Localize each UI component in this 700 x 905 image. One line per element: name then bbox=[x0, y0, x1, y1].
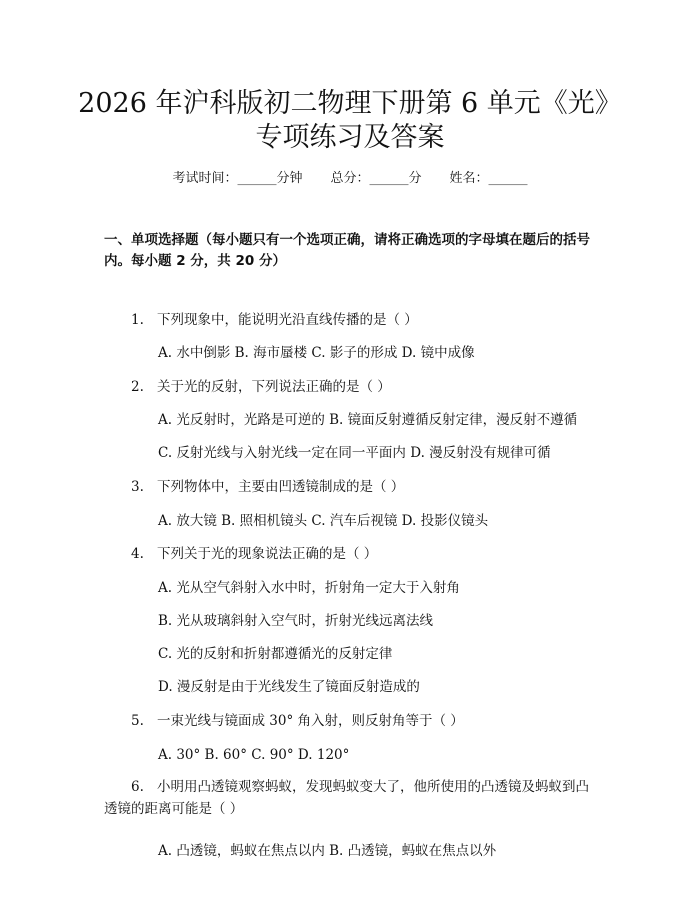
question-stem: 下列物体中，主要由凹透镜制成的是（ ） bbox=[157, 479, 405, 495]
exam-score: 总分：______分 bbox=[330, 171, 422, 186]
student-name: 姓名：______ bbox=[449, 171, 528, 186]
question-stem: 小明用凸透镜观察蚂蚁，发现蚂蚁变大了，他所使用的凸透镜及蚂蚁到凸透镜的距离可能是（ ） bbox=[104, 779, 589, 817]
question-number: 4. bbox=[131, 546, 144, 562]
question-4-option-d: D. 漫反射是由于光线发生了镜面反射造成的 bbox=[158, 679, 420, 695]
document-title-line2: 专项练习及答案 bbox=[255, 122, 445, 153]
question-number: 2. bbox=[131, 379, 144, 395]
question-4-option-b: B. 光从玻璃斜射入空气时，折射光线远离法线 bbox=[158, 613, 434, 629]
question-1 bbox=[131, 310, 418, 330]
question-stem: 一束光线与镜面成 30° 角入射，则反射角等于（ ） bbox=[157, 713, 464, 729]
question-6 bbox=[104, 776, 602, 820]
question-number: 1. bbox=[131, 312, 144, 328]
question-2-options-line2: C. 反射光线与入射光线一定在同一平面内 D. 漫反射没有规律可循 bbox=[158, 445, 551, 461]
question-number: 6. bbox=[131, 779, 144, 795]
question-stem: 下列关于光的现象说法正确的是（ ） bbox=[157, 546, 378, 562]
question-5-options: A. 30° B. 60° C. 90° D. 120° bbox=[158, 747, 350, 763]
question-number: 3. bbox=[131, 479, 144, 495]
document-title-line1: 2026 年沪科版初二物理下册第 6 单元《光》 bbox=[78, 88, 622, 119]
question-3 bbox=[131, 477, 404, 497]
question-4-option-c: C. 光的反射和折射都遵循光的反射定律 bbox=[158, 646, 393, 662]
exam-meta bbox=[0, 170, 700, 188]
question-1-options: A. 水中倒影 B. 海市蜃楼 C. 影子的形成 D. 镜中成像 bbox=[158, 345, 475, 361]
question-2 bbox=[131, 377, 391, 397]
question-4 bbox=[131, 544, 377, 564]
question-stem: 下列现象中，能说明光沿直线传播的是（ ） bbox=[157, 312, 418, 328]
question-6-options: A. 凸透镜，蚂蚁在焦点以内 B. 凸透镜，蚂蚁在焦点以外 bbox=[158, 843, 497, 859]
question-number: 5. bbox=[131, 713, 144, 729]
exam-time: 考试时间：______分钟 bbox=[172, 171, 303, 186]
question-4-option-a: A. 光从空气斜射入水中时，折射角一定大于入射角 bbox=[158, 580, 460, 596]
question-2-options-line1: A. 光反射时，光路是可逆的 B. 镜面反射遵循反射定律，漫反射不遵循 bbox=[158, 412, 578, 428]
question-3-options: A. 放大镜 B. 照相机镜头 C. 汽车后视镜 D. 投影仪镜头 bbox=[158, 513, 489, 529]
section-heading: 一、单项选择题（每小题只有一个选项正确，请将正确选项的字母填在题后的括号内。每小题 2 分，共 20 分） bbox=[104, 232, 590, 269]
question-stem: 关于光的反射，下列说法正确的是（ ） bbox=[157, 379, 391, 395]
question-5 bbox=[131, 711, 464, 731]
